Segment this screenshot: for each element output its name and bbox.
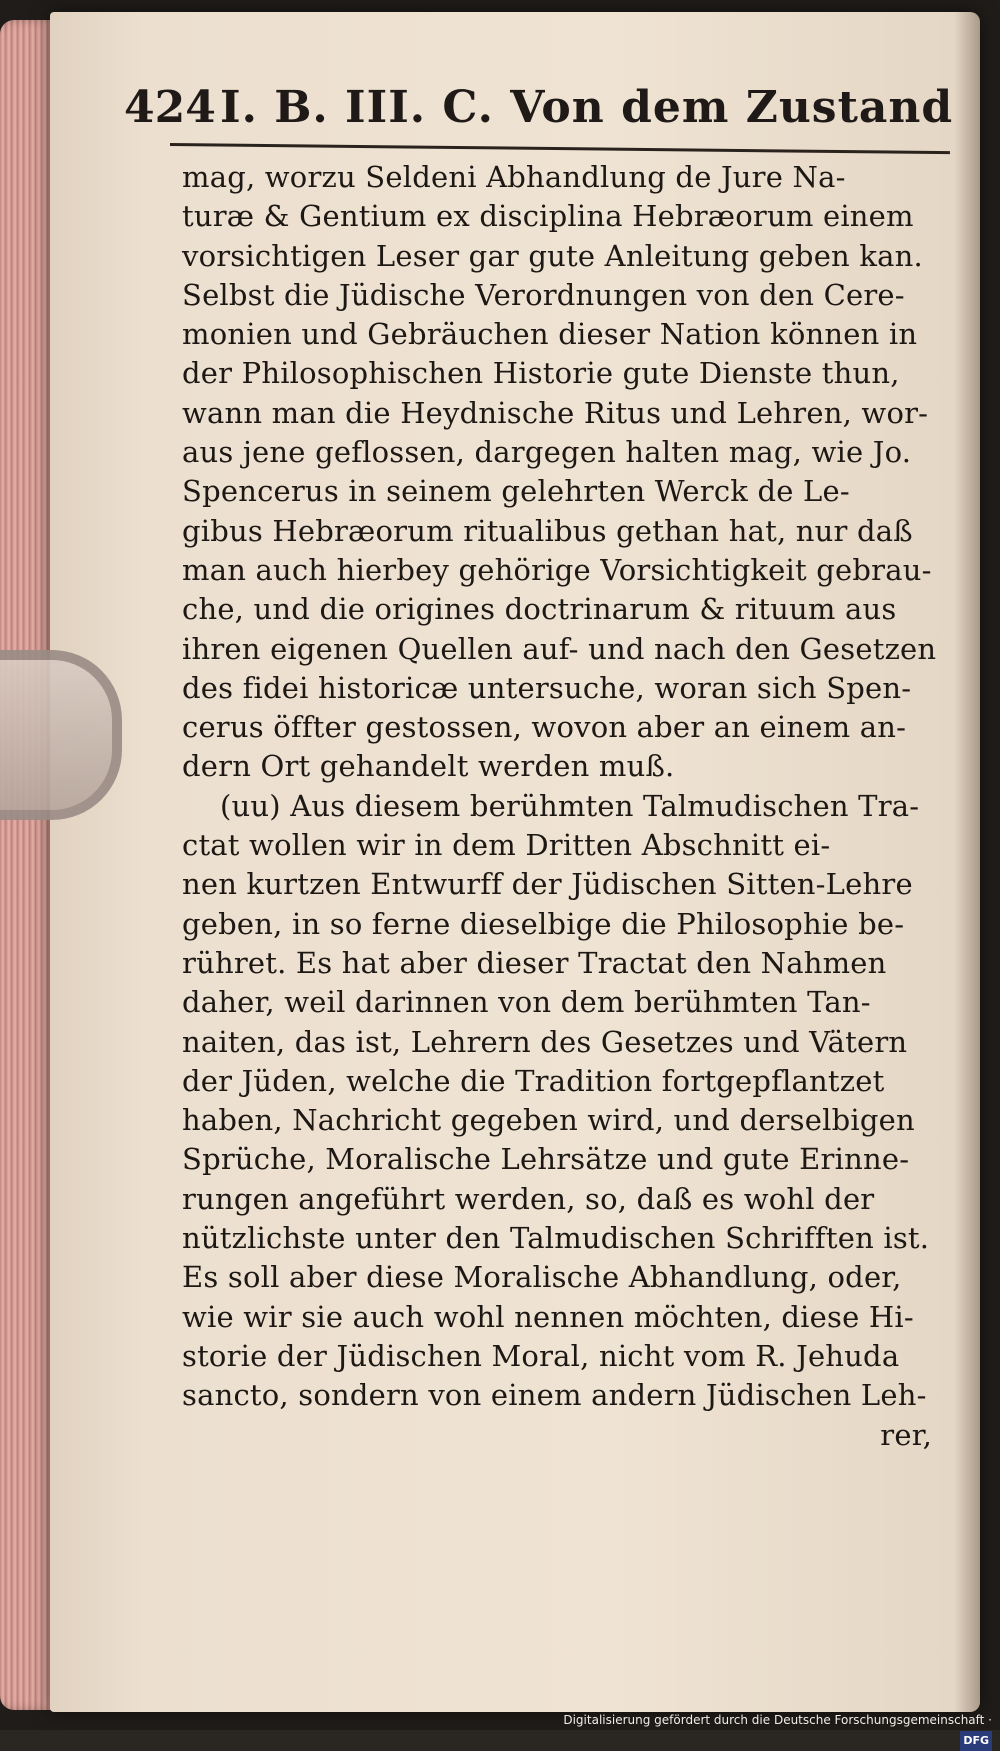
- text-line: man auch hierbey gehörige Vorsichtigkeit gebrau-: [182, 552, 932, 587]
- catchword: rer,: [880, 1417, 932, 1452]
- text-line: wie wir sie auch wohl nennen möchten, diese Hi-: [182, 1299, 914, 1334]
- text-line: Selbst die Jüdische Verordnungen von den Cere-: [182, 277, 905, 312]
- text-line: vorsichtigen Leser gar gute Anleitung geben kan.: [182, 238, 923, 273]
- page-gutter-shadow: [954, 12, 980, 1712]
- text-line: ctat wollen wir in dem Dritten Abschnitt ei-: [182, 828, 831, 863]
- dfg-logo: DFG: [960, 1731, 992, 1751]
- text-line: rühret. Es hat aber dieser Tractat den Nahmen: [182, 945, 887, 980]
- text-line: daher, weil darinnen von dem berühmten Tan-: [182, 985, 871, 1020]
- text-line: Es soll aber diese Moralische Abhandlung, oder,: [182, 1260, 902, 1295]
- text-line: cerus öffter gestossen, wovon aber an einem an-: [182, 710, 907, 745]
- text-line: gibus Hebræorum ritualibus gethan hat, nur daß: [182, 513, 913, 548]
- text-line: dern Ort gehandelt werden muß.: [182, 749, 675, 784]
- page-clip: [0, 650, 122, 820]
- text-line: rungen angeführt werden, so, daß es wohl der: [182, 1181, 875, 1216]
- text-line: aus jene geflossen, dargegen halten mag, wie Jo.: [182, 435, 912, 470]
- text-line: geben, in so ferne dieselbige die Philosophie be-: [182, 906, 905, 941]
- text-line: turæ & Gentium ex disciplina Hebræorum einem: [182, 199, 914, 234]
- text-line: monien und Gebräuchen dieser Nation können in: [182, 317, 918, 352]
- text-line: ihren eigenen Quellen auf- und nach den Gesetzen: [182, 631, 937, 666]
- text-line: naiten, das ist, Lehrern des Gesetzes und Vätern: [182, 1024, 908, 1059]
- text-line: mag, worzu Seldeni Abhandlung de Jure Na-: [182, 160, 846, 194]
- page-number: 424: [124, 82, 216, 133]
- text-line: der Jüden, welche die Tradition fortgepflantzet: [182, 1063, 885, 1098]
- digitization-credit: [560, 1710, 1000, 1747]
- text-line: Sprüche, Moralische Lehrsätze und gute Erinne-: [182, 1142, 910, 1177]
- text-line: nützlichste unter den Talmudischen Schrifften ist.: [182, 1221, 930, 1256]
- body-text: [182, 158, 952, 1455]
- text-line: che, und die origines doctrinarum & rituum aus: [182, 592, 897, 627]
- text-line: Spencerus in seinem gelehrten Werck de Le-: [182, 474, 850, 509]
- text-line: wann man die Heydnische Ritus und Lehren, wor-: [182, 395, 929, 430]
- text-line: haben, Nachricht gegeben wird, und derselbigen: [182, 1103, 915, 1138]
- text-line: des fidei historicæ untersuche, woran sich Spen-: [182, 670, 912, 705]
- text-line: nen kurtzen Entwurff der Jüdischen Sitten-Lehre: [182, 867, 913, 902]
- running-head: I. B. III. C. Von dem Zustand: [220, 82, 954, 133]
- credit-text: Digitalisierung gefördert durch die Deutsche Forschungsgemeinschaft ·: [563, 1713, 992, 1727]
- text-line: storie der Jüdischen Moral, nicht vom R. Jehuda: [182, 1338, 900, 1373]
- text-line: der Philosophischen Historie gute Dienste thun,: [182, 356, 900, 391]
- text-line: sancto, sondern von einem andern Jüdischen Leh-: [182, 1378, 927, 1413]
- footnote-start-line: (uu) Aus diesem berühmten Talmudischen Tra-: [220, 788, 920, 823]
